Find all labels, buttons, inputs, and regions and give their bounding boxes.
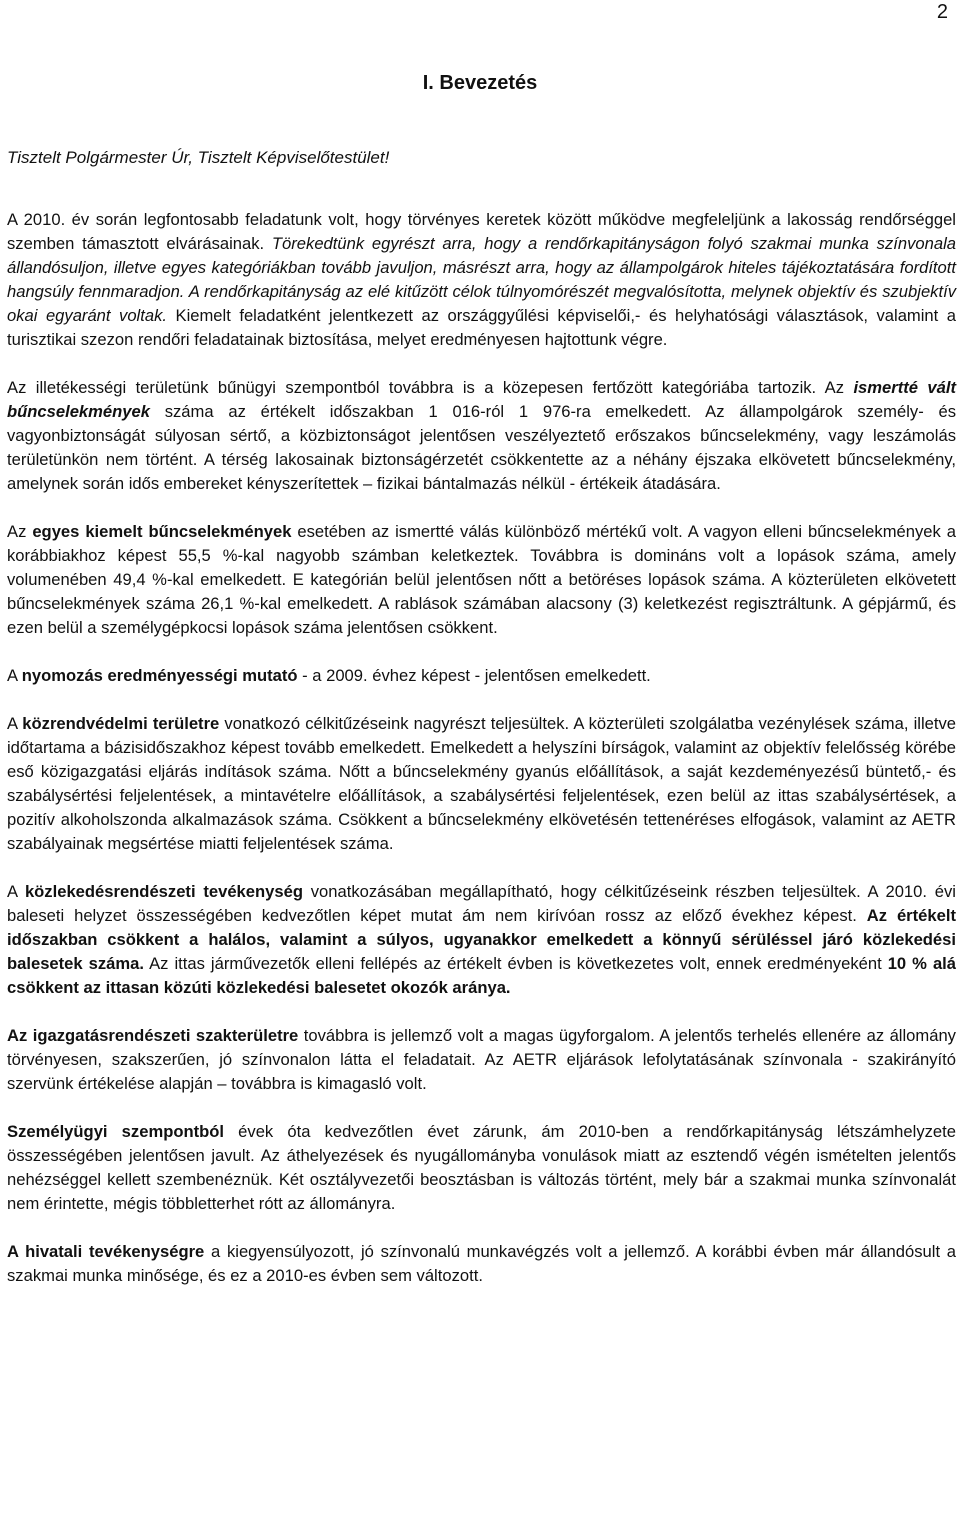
crime-text-end: száma az értékelt időszakban 1 016-ról 1 976-ra emelkedett. Az állampolgárok személy- és vagyonbiztonságát súlyosan sértő, a közbiztonságot jelentősen veszélyeztető erőszakos bűncselekmény, vagy leszámolás területünkön nem történt. A térség lakosainak biztonságérzetét csökkentette az a néhány éjszaka elkövetett bűncselekmény, amelynek során idős embereket kényszerítettek – fizikai bántalmazás nélkül - értékeik átadására.	[7, 402, 956, 493]
paragraph-selected-crimes	[7, 520, 956, 640]
personnel-text: évek óta kedvezőtlen évet zárunk, ám 2010-ben a rendőrkapitányság létszámhelyzete összességében jelentősen javult. Az áthelyezések és nyugállományba vonulások miatt az esztendő végén ismételten jelentős nehézséggel kellett szembenéznük. Két osztályvezetői beosztásban is változás történt, mely bár a szakmai munka színvonalát nem érintette, mégis többletterhet rótt az állományra.	[7, 1122, 956, 1213]
investigation-emphasis: nyomozás eredményességi mutató	[21, 666, 298, 685]
paragraph-administration	[7, 1024, 956, 1096]
traffic-drunk-emphasis: 10 % alá csökkent az ittasan közúti közlekedési balesetet okozók aránya.	[7, 954, 957, 997]
salutation: Tisztelt Polgármester Úr, Tisztelt Képviselőtestület!	[7, 148, 390, 167]
traffic-text-mid: vonatkozásában megállapítható, hogy célkitűzéseink részben teljesültek. A 2010. évi baleseti helyzet összességében kedvezőtlen képet mutat ám nem kirívóan rossz az előző évekhez képest.	[7, 882, 956, 925]
office-text: a kiegyensúlyozott, jó színvonalú munkavégzés volt a jellemző. A korábbi évben már állandósult a szakmai munka minősége, és ez a 2010-es évben sem változott.	[7, 1242, 956, 1285]
traffic-text: A	[7, 882, 25, 901]
selected-crimes-text-end: esetében az ismertté válás különböző mértékű volt. A vagyon elleni bűncselekmények a korábbiakhoz képest 55,5 %-kal nagyobb számban keletkeztek. Továbbra is domináns volt a lopások száma, amely volumenében 49,4 %-kal emelkedett. E kategórián belül jelentősen nőtt a betöréses lopások száma. A közterületen elkövetett bűncselekmények száma 26,1 %-kal emelkedett. A rablások számában alacsony (3) keletkezést regisztráltunk. A gépjármű, és ezen belül a személygépkocsi lopások száma jelentősen csökkent.	[7, 522, 956, 637]
paragraph-public-order	[7, 712, 956, 856]
intro-italic-text: Törekedtünk egyrészt arra, hogy a rendőrkapitányságon folyó szakmai munka színvonala állandósuljon, illetve egyes kategóriákban tovább javuljon, másrészt arra, hogy az állampolgárok hiteles tájékoztatására fordított hangsúly fennmaradjon. A rendőrkapitányság az elé kitűzött célok túlnyomórészét megvalósította, melynek objektív és szubjektív okai egyaránt voltak.	[7, 234, 956, 325]
page-number: 2	[936, 1, 948, 23]
public-order-emphasis: közrendvédelmi területre	[22, 714, 220, 733]
intro-text: A 2010. év során legfontosabb feladatunk volt, hogy törvényes keretek között működve megfeleljünk a lakosság rendőrséggel szemben támasztott elvárásainak.	[7, 210, 956, 253]
document-body	[7, 208, 956, 1312]
administration-emphasis: Az igazgatásrendészeti szakterületre	[7, 1026, 299, 1045]
paragraph-office	[7, 1240, 956, 1288]
intro-text-end: Kiemelt feladatként jelentkezett az országgyűlési képviselői,- és helyhatósági választások, valamint a turisztikai szezon rendőri feladatainak biztosítása, melyet eredményesen hajtottunk végre.	[7, 306, 957, 349]
traffic-text-drivers: Az ittas járművezetők elleni fellépés az értékelt évben is következetes volt, ennek eredményeként	[144, 954, 888, 973]
public-order-text-end: vonatkozó célkitűzéseink nagyrészt teljesültek. A közterületi szolgálatba vezénylések száma, illetve időtartama a bázisidőszakhoz képest tovább emelkedett. Emelkedett a helyszíni bírságok, valamint az objektív felelősség körébe eső közigazgatási eljárás indítások száma. Nőtt a bűncselekmény gyanús előállítások, a saját kezdeményezésű büntető,- és szabálysértési feljelentések, a mintavételre előállítások, a szabálysértési feljelentések, ezen belül az ittas szabálysértések, a pozitív alkoholszonda alkalmazások száma. Csökkent a bűncselekmény elkövetésén tettenéréses elfogások, valamint az AETR szabályainak megsértése miatti feljelentések száma.	[7, 714, 956, 853]
traffic-accidents-emphasis: Az értékelt időszakban csökkent a halálos, valamint a súlyos, ugyanakkor emelkedett a könnyű sérüléssel járó közlekedési balesetek száma.	[7, 906, 956, 973]
office-emphasis: A hivatali tevékenységre	[7, 1242, 205, 1261]
traffic-emphasis: közlekedésrendészeti tevékenység	[24, 882, 303, 901]
paragraph-crime-situation	[7, 376, 956, 496]
selected-crimes-emphasis: egyes kiemelt bűncselekmények	[32, 522, 292, 541]
selected-crimes-text: Az	[7, 522, 33, 541]
crime-emphasis: ismertté vált bűncselekmények	[7, 378, 957, 421]
paragraph-personnel	[7, 1120, 956, 1216]
paragraph-traffic	[7, 880, 956, 1000]
paragraph-introduction	[7, 208, 956, 352]
crime-text: Az illetékességi területünk bűnügyi szempontból továbbra is a közepesen fertőzött kategóriába tartozik. Az	[7, 378, 854, 397]
public-order-text: A	[7, 714, 23, 733]
investigation-text-end: - a 2009. évhez képest - jelentősen emelkedett.	[297, 666, 651, 685]
paragraph-investigation	[7, 664, 956, 688]
personnel-emphasis: Személyügyi szempontból	[7, 1122, 225, 1141]
investigation-text: A	[7, 666, 22, 685]
section-heading: I. Bevezetés	[422, 72, 538, 94]
administration-text: továbbra is jellemző volt a magas ügyforgalom. A jelentős terhelés ellenére az állomány törvényesen, szakszerűen, jó színvonalon látta el feladatait. Az AETR eljárások lefolytatásának színvonala - szakirányító szervünk értékelése alapján – továbbra is kimagasló volt.	[7, 1026, 956, 1093]
